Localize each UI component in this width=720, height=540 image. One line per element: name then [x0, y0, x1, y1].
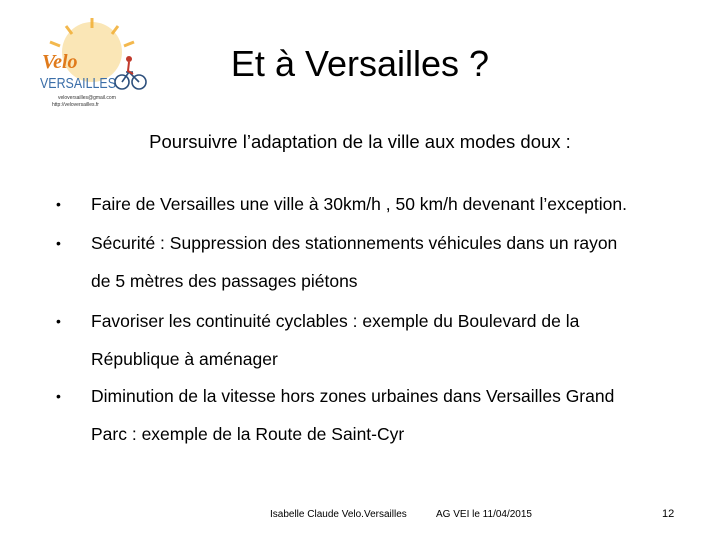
- logo-email: veloversailles@gmail.com: [58, 95, 116, 101]
- logo-wordmark-bottom: VERSAILLES: [40, 75, 116, 92]
- bullet-icon: •: [56, 313, 61, 329]
- bullet-text: Faire de Versailles une ville à 30km/h , 50 km/h devenant l’exception.: [91, 194, 627, 214]
- logo-website: http://veloversailles.fr: [52, 102, 99, 108]
- bullet-text: Diminution de la vitesse hors zones urbaines dans Versailles Grand Parc : exemple de la Route de Saint-Cyr: [91, 386, 615, 444]
- footer-author: Isabelle Claude Velo.Versailles: [270, 509, 407, 520]
- slide-title: Et à Versailles ?: [230, 43, 490, 84]
- bullet-icon: •: [56, 235, 61, 251]
- bullet-item: [56, 224, 676, 300]
- logo-wordmark-top: Velo: [42, 51, 78, 73]
- bullet-item: [56, 185, 676, 223]
- slide-subtitle: Poursuivre l’adaptation de la ville aux modes doux :: [149, 131, 571, 152]
- bullet-icon: •: [56, 388, 61, 404]
- bullet-item: [56, 377, 676, 453]
- footer-event: AG VEI le 11/04/2015: [436, 509, 532, 520]
- bullet-item: [56, 302, 676, 378]
- page-number: 12: [662, 508, 675, 520]
- bullet-icon: •: [56, 196, 61, 212]
- bullet-text: Favoriser les continuité cyclables : exemple du Boulevard de la République à aménager: [91, 311, 580, 369]
- bullet-text: Sécurité : Suppression des stationnements véhicules dans un rayon de 5 mètres des passages piétons: [91, 233, 618, 291]
